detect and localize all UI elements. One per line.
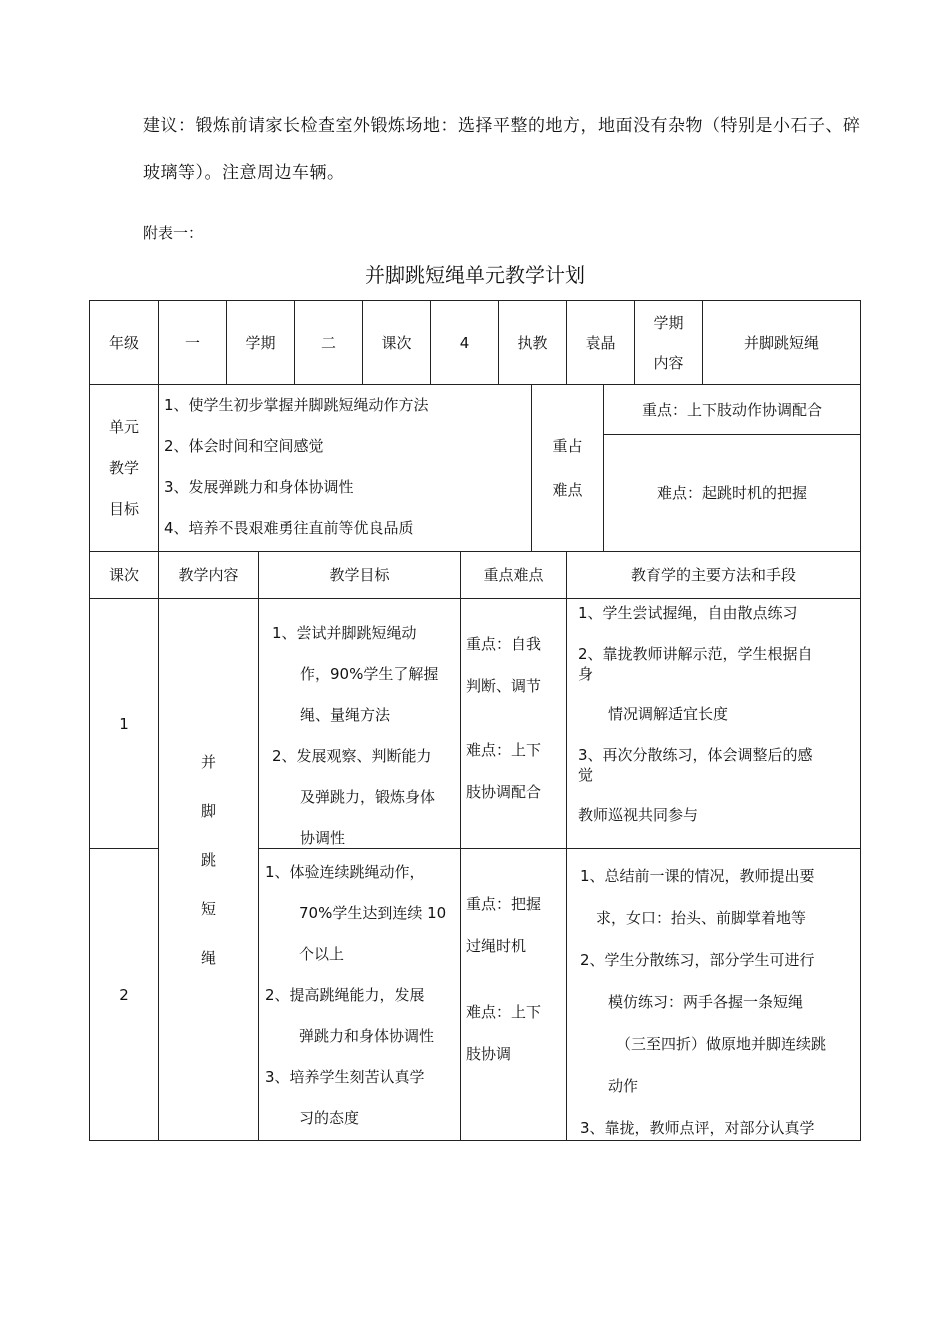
column-header-content: 教学内容 xyxy=(178,566,239,584)
lessons-value: 4 xyxy=(459,333,470,352)
difficulty-line: 肢协调配合 xyxy=(466,783,542,801)
objective-line: 3、培养学生刻苦认真学 xyxy=(265,1068,425,1086)
method-line: 1、学生尝试握绳，自由散点练习 xyxy=(578,604,798,622)
lesson-1-number: 1 xyxy=(119,714,129,733)
objective-line: 1、体验连续跳绳动作， xyxy=(265,863,425,881)
lesson-2-number: 2 xyxy=(119,985,129,1004)
key-point-line: 过绳时机 xyxy=(466,937,527,955)
objective-line: 绳、量绳方法 xyxy=(300,706,391,724)
method-line: 教师巡视共同参与 xyxy=(578,806,699,824)
difficulty-line: 难点：上下 xyxy=(466,1003,542,1021)
objective-line: 作，90%学生了解握 xyxy=(300,665,439,683)
lesson-2-objectives xyxy=(265,852,460,1138)
term-label: 学期 xyxy=(245,333,276,352)
method-line: （三至四折）做原地并脚连续跳 xyxy=(616,1035,827,1053)
unit-label-line1: 单元 xyxy=(108,417,139,436)
content-char: 脚 xyxy=(200,802,216,820)
column-header-key-difficulty: 重点难点 xyxy=(483,566,544,584)
key-difficulty-label-line1: 重占 xyxy=(552,437,583,455)
objective-line: 2、提高跳绳能力，发展 xyxy=(265,986,425,1004)
objective-line: 个以上 xyxy=(299,945,345,963)
column-header-lesson-no: 课次 xyxy=(108,566,139,584)
method-line: 2、学生分散练习，部分学生可进行 xyxy=(580,951,815,969)
unit-goals-list xyxy=(164,385,530,551)
unit-label-line2: 教学 xyxy=(108,458,139,477)
key-point-line: 重点：自我 xyxy=(466,635,542,653)
method-line: 动作 xyxy=(608,1077,639,1095)
term-content-label-line1: 学期 xyxy=(653,313,684,332)
grade-value: 一 xyxy=(184,333,200,352)
objective-line: 1、尝试并脚跳短绳动 xyxy=(272,624,417,642)
unit-goal: 2、体会时间和空间感觉 xyxy=(164,437,324,455)
key-difficulty-label-line2: 难点 xyxy=(552,481,583,499)
lesson-1-methods xyxy=(578,603,858,825)
method-line: 2、靠拢教师讲解示范，学生根据自 xyxy=(578,645,813,663)
unit-goal: 3、发展弹跳力和身体协调性 xyxy=(164,478,354,496)
column-header-methods: 教育学的主要方法和手段 xyxy=(630,566,796,584)
lesson-2-methods xyxy=(580,855,858,1139)
objective-line: 弹跳力和身体协调性 xyxy=(299,1027,435,1045)
unit-difficulty: 难点：起跳时机的把握 xyxy=(656,484,807,502)
method-line: 3、再次分散练习，体会调整后的感 xyxy=(578,746,813,764)
key-difficulty-label xyxy=(532,385,603,551)
objective-line: 协调性 xyxy=(300,829,346,847)
term-content-label xyxy=(635,301,702,384)
objective-line: 70%学生达到连续 10 xyxy=(299,904,447,922)
key-point-line: 判断、调节 xyxy=(466,677,542,695)
teacher-value: 袁晶 xyxy=(585,333,616,352)
teacher-label: 执教 xyxy=(517,333,548,352)
teaching-content-cell xyxy=(159,738,258,978)
unit-goals-label xyxy=(90,385,158,551)
key-point-line: 重点：把握 xyxy=(466,895,542,913)
term-content-label-line2: 内容 xyxy=(653,353,684,372)
method-line: 情况调解适宜长度 xyxy=(608,705,729,723)
lesson-1-key-difficulty xyxy=(466,623,564,813)
unit-goal: 1、使学生初步掌握并脚跳短绳动作方法 xyxy=(164,396,429,414)
unit-key-point: 重点：上下肢动作协调配合 xyxy=(641,400,822,419)
content-char: 短 xyxy=(200,900,216,918)
objective-line: 及弹跳力，锻炼身体 xyxy=(300,788,436,806)
suggestion-text: 建议：锻炼前请家长检查室外锻炼场地：选择平整的地方，地面没有杂物（特别是小石子、碎玻璃等）。注意周边车辆。 xyxy=(143,116,861,183)
objective-line: 2、发展观察、判断能力 xyxy=(272,747,432,765)
unit-label-line3: 目标 xyxy=(108,499,139,518)
appendix-label: 附表一： xyxy=(143,224,204,242)
table-title: 并脚跳短绳单元教学计划 xyxy=(365,263,585,287)
content-char: 并 xyxy=(200,753,216,771)
method-line: 身 xyxy=(578,665,594,683)
content-char: 绳 xyxy=(200,949,216,967)
column-header-objectives: 教学目标 xyxy=(329,566,390,584)
lessons-label: 课次 xyxy=(381,333,412,352)
term-content-value: 并脚跳短绳 xyxy=(743,333,819,352)
term-value: 二 xyxy=(320,333,336,352)
unit-goal: 4、培养不畏艰难勇往直前等优良品质 xyxy=(164,519,414,537)
method-line: 模仿练习：两手各握一条短绳 xyxy=(608,993,804,1011)
difficulty-line: 难点：上下 xyxy=(466,741,542,759)
difficulty-line: 肢协调 xyxy=(466,1045,512,1063)
grade-label: 年级 xyxy=(108,333,139,352)
method-line: 3、靠拢，教师点评，对部分认真学 xyxy=(580,1119,815,1137)
lesson-2-key-difficulty xyxy=(466,883,564,1075)
content-char: 跳 xyxy=(200,851,216,869)
objective-line: 习的态度 xyxy=(299,1109,360,1127)
lesson-1-objectives xyxy=(272,613,460,845)
method-line: 觉 xyxy=(578,766,594,784)
method-line: 1、总结前一课的情况，教师提出要 xyxy=(580,867,815,885)
method-line: 求，女口：抬头、前脚掌着地等 xyxy=(596,909,807,927)
